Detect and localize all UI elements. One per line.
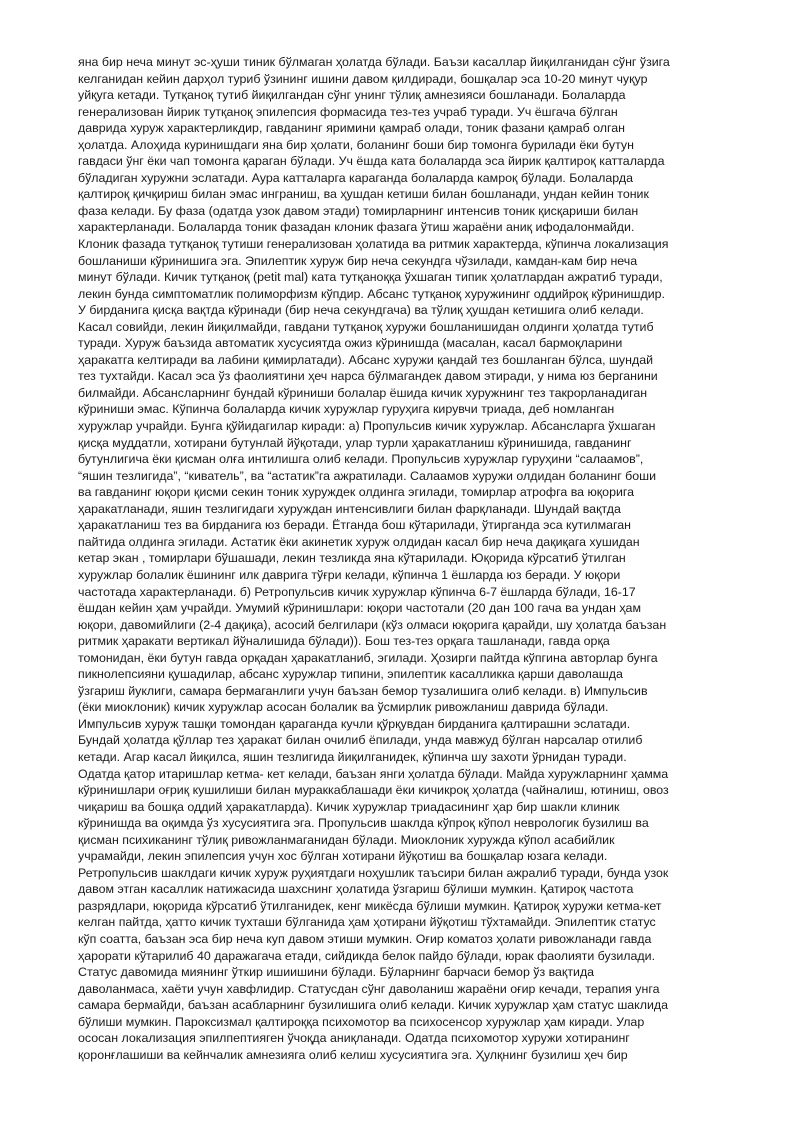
text-line: самара бермайди, баъзан асабларнинг бузилишига олиб келади. Кичик хуружлар ҳам статус шаклида bbox=[78, 998, 668, 1013]
text-line: бошланиши кўринишига эга. Эпилептик хуруж бир неча секундга чўзилади, камдан-кам бир неча bbox=[78, 253, 638, 268]
text-line: разрядлари, юқорида кўрсатиб ўтилганидек, кенг микёсда бўлиши мумкин. Қатироқ хуружи кетма-кет bbox=[78, 898, 662, 913]
text-line: даволанмаса, хаёти учун хавфлидир. Статусдан сўнг даволаниш жараёни оғир кечади, терапия унга bbox=[78, 981, 660, 996]
text-line: (ёки миоклоник) кичик хуружлар асосан болалик ва ўсмирлик ривожланиш даврида бўлади. bbox=[78, 700, 609, 715]
text-line: Касал совийди, лекин йиқилмайди, гавдани тутқаноқ хуружи бошланишидан олдинги ҳолатда тутиб bbox=[78, 319, 654, 334]
text-line: давом этган касаллик натижасида шахснинг ҳолатида ўзгариш бўлиши мумкин. Қатироқ частота bbox=[78, 882, 634, 897]
text-line: ва гавданинг юқори қисми секин тоник хуруждек олдинга эгилади, томирлар атрофга ва юқорига bbox=[78, 485, 635, 500]
text-line: пикнолепсияни қушадилар, абсанс хуружлар типини, эпилептик касалликка қарши даволашда bbox=[78, 667, 623, 682]
text-line: уйқуга кетади. Тутқаноқ тутиб йиқилгандан сўнг унинг тўлиқ амнезияси бошланади. Болаларда bbox=[78, 88, 626, 103]
text-line: Ретропульсив шаклдаги кичик хуруж руҳиятдаги ноҳушлик таъсири билан ажралиб туради, бунда узок bbox=[78, 865, 669, 880]
text-line: пайтида олдинга эгилади. Астатик ёки акинетик хуруж олдидан касал бир неча дақиқага хушидан bbox=[78, 534, 640, 549]
text-line: кетар экан , томирлари бўшашади, лекин тезликда яна кўтарилади. Юқорида кўрсатиб ўтилган bbox=[78, 551, 626, 566]
text-line: У бирданига қисқа вақтда кўринади (бир неча секундгача) ва тўлиқ ҳушдан кетишига олиб келади. bbox=[78, 303, 644, 318]
text-line: келганидан кейин дарҳол туриб ўзининг ишини давом қилдиради, бошқалар эса 10-20 минут чуқур bbox=[78, 71, 648, 86]
text-line: бўлиши мумкин. Пароксизмал қалтироққа психомотор ва психосенсор хуружлар ҳам киради. Улар bbox=[78, 1014, 645, 1029]
text-line: лекин бунда симптоматлик полиморфизм кўпдир. Абсанс тутқаноқ хуружининг оддийроқ кўринишдир. bbox=[78, 286, 665, 301]
text-line: ёшдан кейин ҳам учрайди. Умумий кўринишлари: юқори частотали (20 дан 100 гача ва ундан ҳам bbox=[78, 601, 641, 616]
text-line: характерланади. Болаларда тоник фазадан клоник фазага ўтиш жараёни аниқ ифодалонмайди. bbox=[78, 220, 635, 235]
text-line: ҳолатда. Алоҳида куринишдаги яна бир ҳолати, боланинг боши бир томонга бурилади ёки бутун bbox=[78, 137, 634, 152]
text-line: учрамайди, лекин эпилепсия учун хос бўлган хотирани йўқотиш ва бошқалар юзага келади. bbox=[78, 849, 608, 864]
text-line: генерализован йирик тутқаноқ эпилепсия формасида тез-тез учраб туради. Уч ёшгача бўлган bbox=[78, 104, 618, 119]
text-line: ритмик ҳаракати вертикал йўналишида бўлади)). Бош тез-тез орқага ташланади, гавда орқа bbox=[78, 634, 610, 649]
text-line: чиқариш ва бошқа оддий ҳаракатларда). Кичик хуружлар триадасининг ҳар бир шакли клиник bbox=[78, 799, 620, 814]
text-line: қисман психиканинг тўлиқ ривожланмаганидан бўлади. Миоклоник хуружда кўпол асабийлик bbox=[78, 832, 615, 847]
text-line: кўп соатта, баъзан эса бир неча куп давом этиши мумкин. Оғир коматоз ҳолати ривожланади гавда bbox=[78, 931, 652, 946]
text-line: қисқа муддатли, хотирани бутунлай йўқотади, улар турли ҳаракатланиш кўринишида, гавданинг bbox=[78, 435, 632, 450]
text-line: даврида хуруж характерликдир, гавданинг яримини қамраб олади, тоник фазани қамраб олган bbox=[78, 121, 625, 136]
body-text bbox=[78, 54, 754, 1063]
text-line: ҳарорати кўтарилиб 40 даражагача етади, сийдикда белок пайдо бўлади, юрак фаолияти бузилади. bbox=[78, 948, 656, 963]
text-line: ҳаракатланиш тез ва бирданига юз беради. Ётганда бош кўтарилади, ўтирганда эса кутилмаган bbox=[78, 518, 632, 533]
text-line: Бундай ҳолатда қўллар тез ҳаракат билан очилиб ёпилади, унда мавжуд бўлган нарсалар отилиб bbox=[78, 733, 643, 748]
text-line: кўриниши эмас. Кўпинча болаларда кичик хуружлар гуруҳига кирувчи триада, деб номланган bbox=[78, 402, 615, 417]
text-line: ососан локализация эпилпептияген ўчоқда аниқланади. Одатда психомотор хуружи хотиранинг bbox=[78, 1031, 630, 1046]
text-line: келган пайтда, ҳатто кичик тухташи бўлганида ҳам ҳотирани йўқотиш тўхтамайди. Эпилептик статус bbox=[78, 915, 656, 930]
text-line: кўринишлари оғриқ кушилиши билан мураккаблашади ёки кичикроқ ҳолатда (чайналиш, ютиниш, овоз bbox=[78, 783, 669, 798]
text-line: ўзгариш йуклиги, самара бермаганлиги учун баъзан бемор тузалишига олиб келади. в) Импульсив bbox=[78, 683, 648, 698]
text-line: юқори, давомийлиги (2-4 дақиқа), асосий белгилари (кўз олмаси юқорига қарайди, шу ҳолатда баъзан bbox=[78, 617, 667, 632]
text-line: минут бўлади. Кичик тутқаноқ (petit mal) ката тутқаноққа ўхшаган типик ҳолатлардан ажратиб туради, bbox=[78, 270, 663, 285]
text-line: “яшин тезлигида”, “киватель”, ва “астатик”га ажратилади. Салаамов хуружи олдидан боланинг боши bbox=[78, 468, 657, 483]
text-line: яна бир неча минут эс-ҳуши тиник бўлмаган ҳолатда бўлади. Баъзи касаллар йиқилганидан сўнг ўзига bbox=[78, 55, 670, 69]
text-line: кўринишда ва оқимда ўз хусусиятига эга. Пропульсив шаклда кўпроқ кўпол неврологик бузилиш ва bbox=[78, 816, 649, 831]
text-line: фаза келади. Бу фаза (одатда узок давом этади) томирларнинг интенсив тоник қисқариши билан bbox=[78, 203, 639, 218]
text-line: ҳаракатланади, яшин тезлигидаги хуруждан интенсивлиги билан фарқланади. Шундай вақтда bbox=[78, 501, 621, 516]
text-line: Статус давомида миянинг ўткир ишиишини бўлади. Бўларнинг барчаси бемор ўз вақтида bbox=[78, 965, 595, 980]
text-line: туради. Хуруж баъзида автоматик хусусиятда ожиз кўринишда (масалан, касал бармоқларини bbox=[78, 336, 623, 351]
text-line: томонидан, ёки бутун гавда орқадан ҳаракатланиб, эгилади. Ҳозирги пайтда кўпгина авторлар бунга bbox=[78, 650, 658, 665]
text-line: тез тухтайди. Касал эса ўз фаолиятини ҳеч нарса бўлмагандек давом этиради, у нима юз берганини bbox=[78, 369, 658, 384]
text-line: ҳаракатга келтиради ва лабини қимирлатади). Абсанс хуружи қандай тез бошланган бўлса, шундай bbox=[78, 352, 654, 367]
text-line: билмайди. Абсансларнинг бундай кўриниши болалар ёшида кичик хуружнинг тез такрорланадиган bbox=[78, 385, 648, 400]
text-line: частотада характерланади. б) Ретропульсив кичик хуружлар кўпинча 6-7 ёшларда бўлади, 16-17 bbox=[78, 584, 636, 599]
text-line: хуружлар болалик ёшининг илк даврига тўғри келади, кўпинча 1 ёшларда юз беради. У юқори bbox=[78, 567, 621, 582]
document-page bbox=[78, 54, 754, 1063]
text-line: қалтироқ қичқириш билан эмас инграниш, ва ҳушдан кетиши билан бошланади, ундан кейин тоник bbox=[78, 187, 649, 202]
text-line: бутунлигича ёки қисман олға интилишга олиб келади. Пропульсив хуружлар гуруҳини “салаамов”, bbox=[78, 452, 644, 467]
text-line: Одатда қатор итаришлар кетма- кет келади, баъзан янги ҳолатда бўлади. Майда хуружларнинг ҳамма bbox=[78, 766, 669, 781]
text-line: Импульсив хуруж ташқи томондан қараганда кучли қўрқувдан бирданига қалтирашни эслатади. bbox=[78, 716, 631, 731]
text-line: кетади. Агар касал йиқилса, яшин тезлигида йиқилганидек, кўпинча шу захоти ўрнидан туради. bbox=[78, 749, 627, 764]
text-line: Клоник фазада тутқаноқ тутиши генерализован ҳолатида ва ритмик характерда, кўпинча локализация bbox=[78, 237, 669, 252]
text-line: қоронғлашиши ва кейнчалик амнезияга олиб келиш хусусиятига эга. Ҳулқнинг бузилиш ҳеч бир bbox=[78, 1047, 628, 1062]
text-line: хуружлар учрайди. Бунга қўйидагилар киради: а) Пропульсив кичик хуружлар. Абсансларга ўхшаган bbox=[78, 419, 656, 434]
text-line: гавдаси ўнг ёки чап томонга қараган бўлади. Уч ёшда ката болаларда эса йирик қалтироқ катталарда bbox=[78, 154, 665, 169]
text-line: бўладиган хуружни эслатади. Аура катталарга караганда болаларда камроқ бўлади. Болаларда bbox=[78, 170, 634, 185]
